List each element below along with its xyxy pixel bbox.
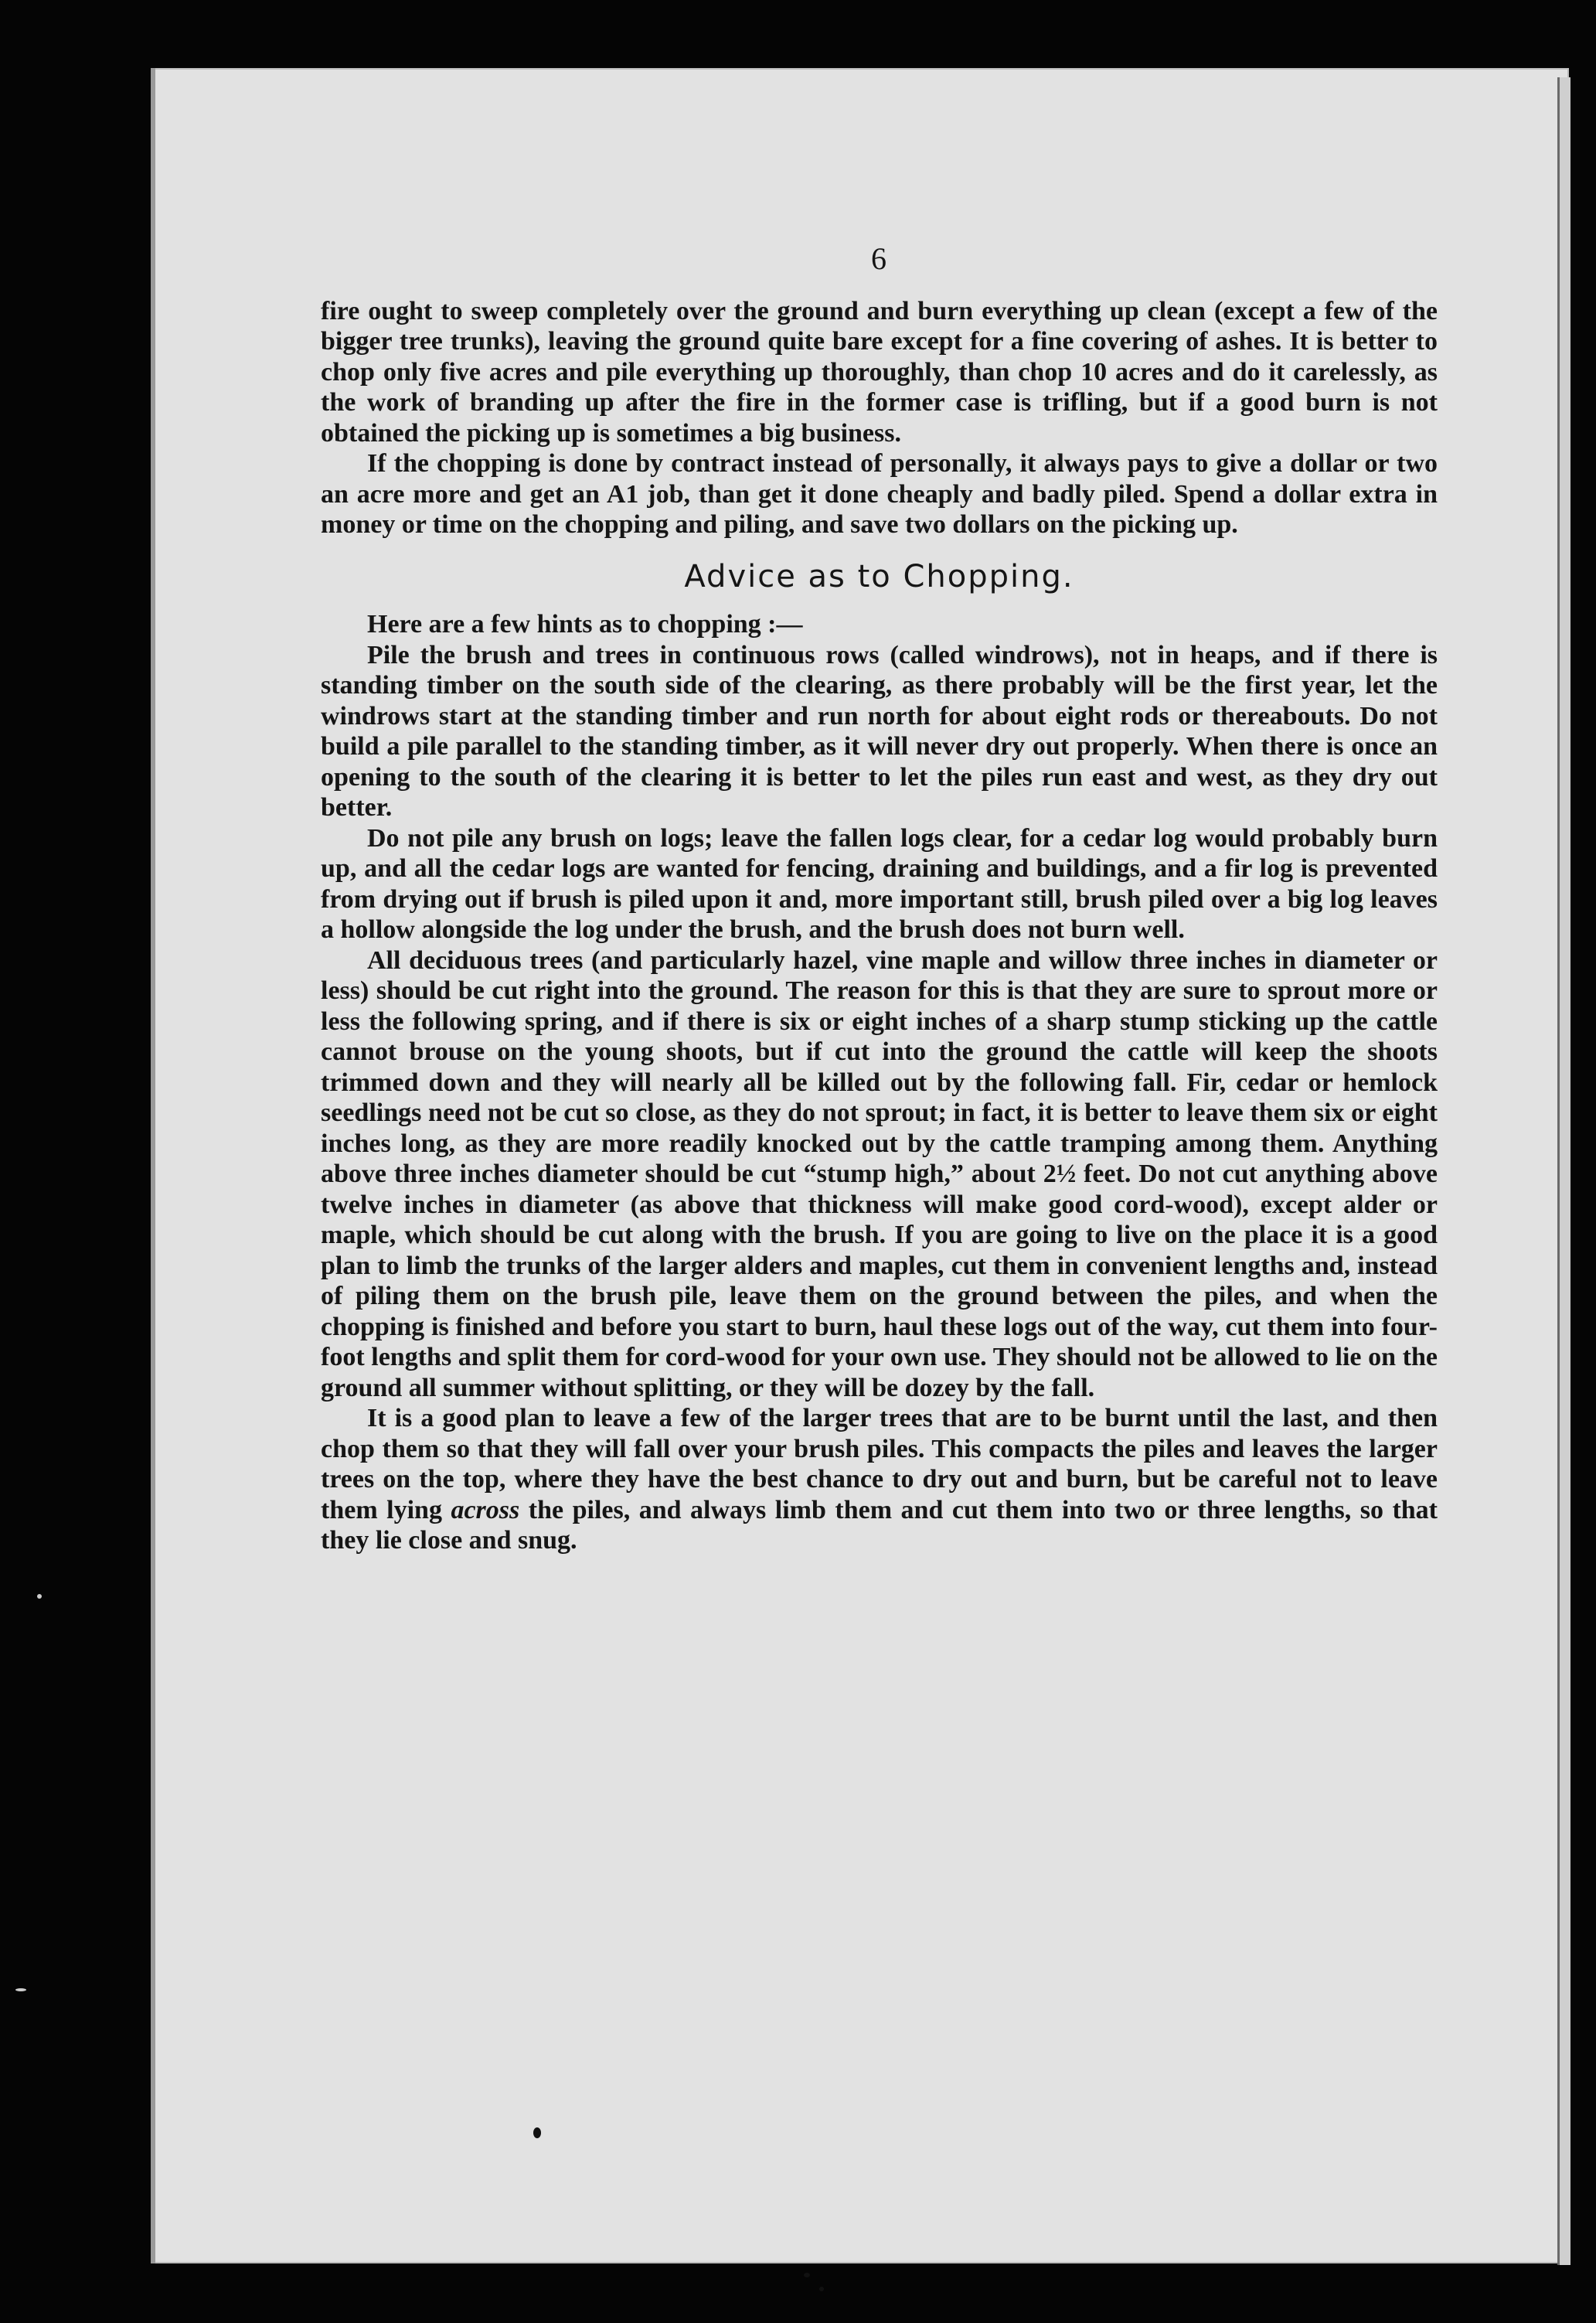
page-number: 6 <box>871 241 887 276</box>
larger-trees-text-start: It is a good plan to leave a few of the larger trees that are to be burnt until the last, and then chop them so that they will fall over your brush piles. This compacts the piles and leaves the larger trees on the top, where they have the best chance to dry out and burn, but be careful not to leave them lying <box>321 1404 1438 1524</box>
paragraph-windrows: Pile the brush and trees in continuous rows (called windrows), not in heaps, and if there is standing timber on the south side of the clearing, as there probably will be the first year, let the windrows start at the standing timber and run north for about eight rods or thereabouts. Do not build a pile parallel to the standing timber, as it will never dry out properly. When there is once an opening to the south of the clearing it is better to let the piles run east and west, as they dry out better. <box>321 640 1438 822</box>
ink-speck <box>819 2287 824 2291</box>
page-right-edge <box>1557 77 1570 2265</box>
section-heading: Advice as to Chopping. <box>684 558 1074 594</box>
page-content <box>321 241 1438 1556</box>
ink-speck <box>533 2127 541 2138</box>
scan-speck <box>37 1594 42 1599</box>
paragraph-contract-chopping: If the chopping is done by contract instead of personally, it always pays to give a dollar or two an acre more and get an A1 job, than get it done cheaply and badly piled. Spend a dollar extra in money or time on the chopping and piling, and save two dollars on the picking up. <box>321 449 1438 539</box>
paragraph-deciduous-trees: All deciduous trees (and particularly hazel, vine maple and willow three inches in diameter or less) should be cut right into the ground. The reason for this is that they are sure to sprout more or less the following spring, and if there is six or eight inches of a sharp stump sticking up the cattle cannot brouse on the young shoots, but if cut into the ground the cattle will keep the shoots trimmed down and they will nearly all be killed out by the following fall. Fir, cedar or hemlock seedlings need not be cut so close, as they do not sprout; in fact, it is better to leave them six or eight inches long, as they are more readily knocked out by the cattle tramping among them. Anything above three inches diameter should be cut “stump high,” about 2½ feet. Do not cut anything above twelve inches in diameter (as above that thickness will make good cord-wood), except alder or maple, which should be cut along with the brush. If you are going to live on the place it is a good plan to limb the trunks of the larger alders and maples, cut them in convenient lengths and, instead of piling them on the brush pile, leave them on the ground between the piles, and when the chopping is finished and before you start to burn, haul these logs out of the way, cut them into four-foot lengths and split them for cord-wood for your own use. They should not be allowed to lie on the ground all summer without splitting, or they will be dozey by the fall. <box>321 945 1438 1402</box>
larger-trees-text-end: the piles, and always limb them and cut them into two or three lengths, so that they lie close and snug. <box>321 1495 1438 1555</box>
paragraph-larger-trees <box>321 1403 1438 1556</box>
page-binding-edge <box>151 68 155 2263</box>
paragraph-logs: Do not pile any brush on logs; leave the fallen logs clear, for a cedar log would probably burn up, and all the cedar logs are wanted for fencing, draining and buildings, and a fir log is prevented from drying out if brush is piled upon it and, more important still, brush piled over a big log leaves a hollow alongside the log under the brush, and the brush does not burn well. <box>321 823 1438 944</box>
scan-speck <box>15 1988 26 1991</box>
paragraph-hints-intro: Here are a few hints as to chopping :— <box>367 610 803 639</box>
paragraph-fire-sweep: fire ought to sweep completely over the ground and burn everything up clean (except a few of the bigger tree trunks), leaving the ground quite bare except for a fine covering of ashes. It is better to chop only five acres and pile everything up thoroughly, than chop 10 acres and do it carelessly, as the work of branding up after the fire in the former case is trifling, but if a good burn is not obtained the picking up is sometimes a big business. <box>321 296 1438 448</box>
larger-trees-italic-word: across <box>451 1495 520 1524</box>
ink-speck <box>804 2273 810 2277</box>
